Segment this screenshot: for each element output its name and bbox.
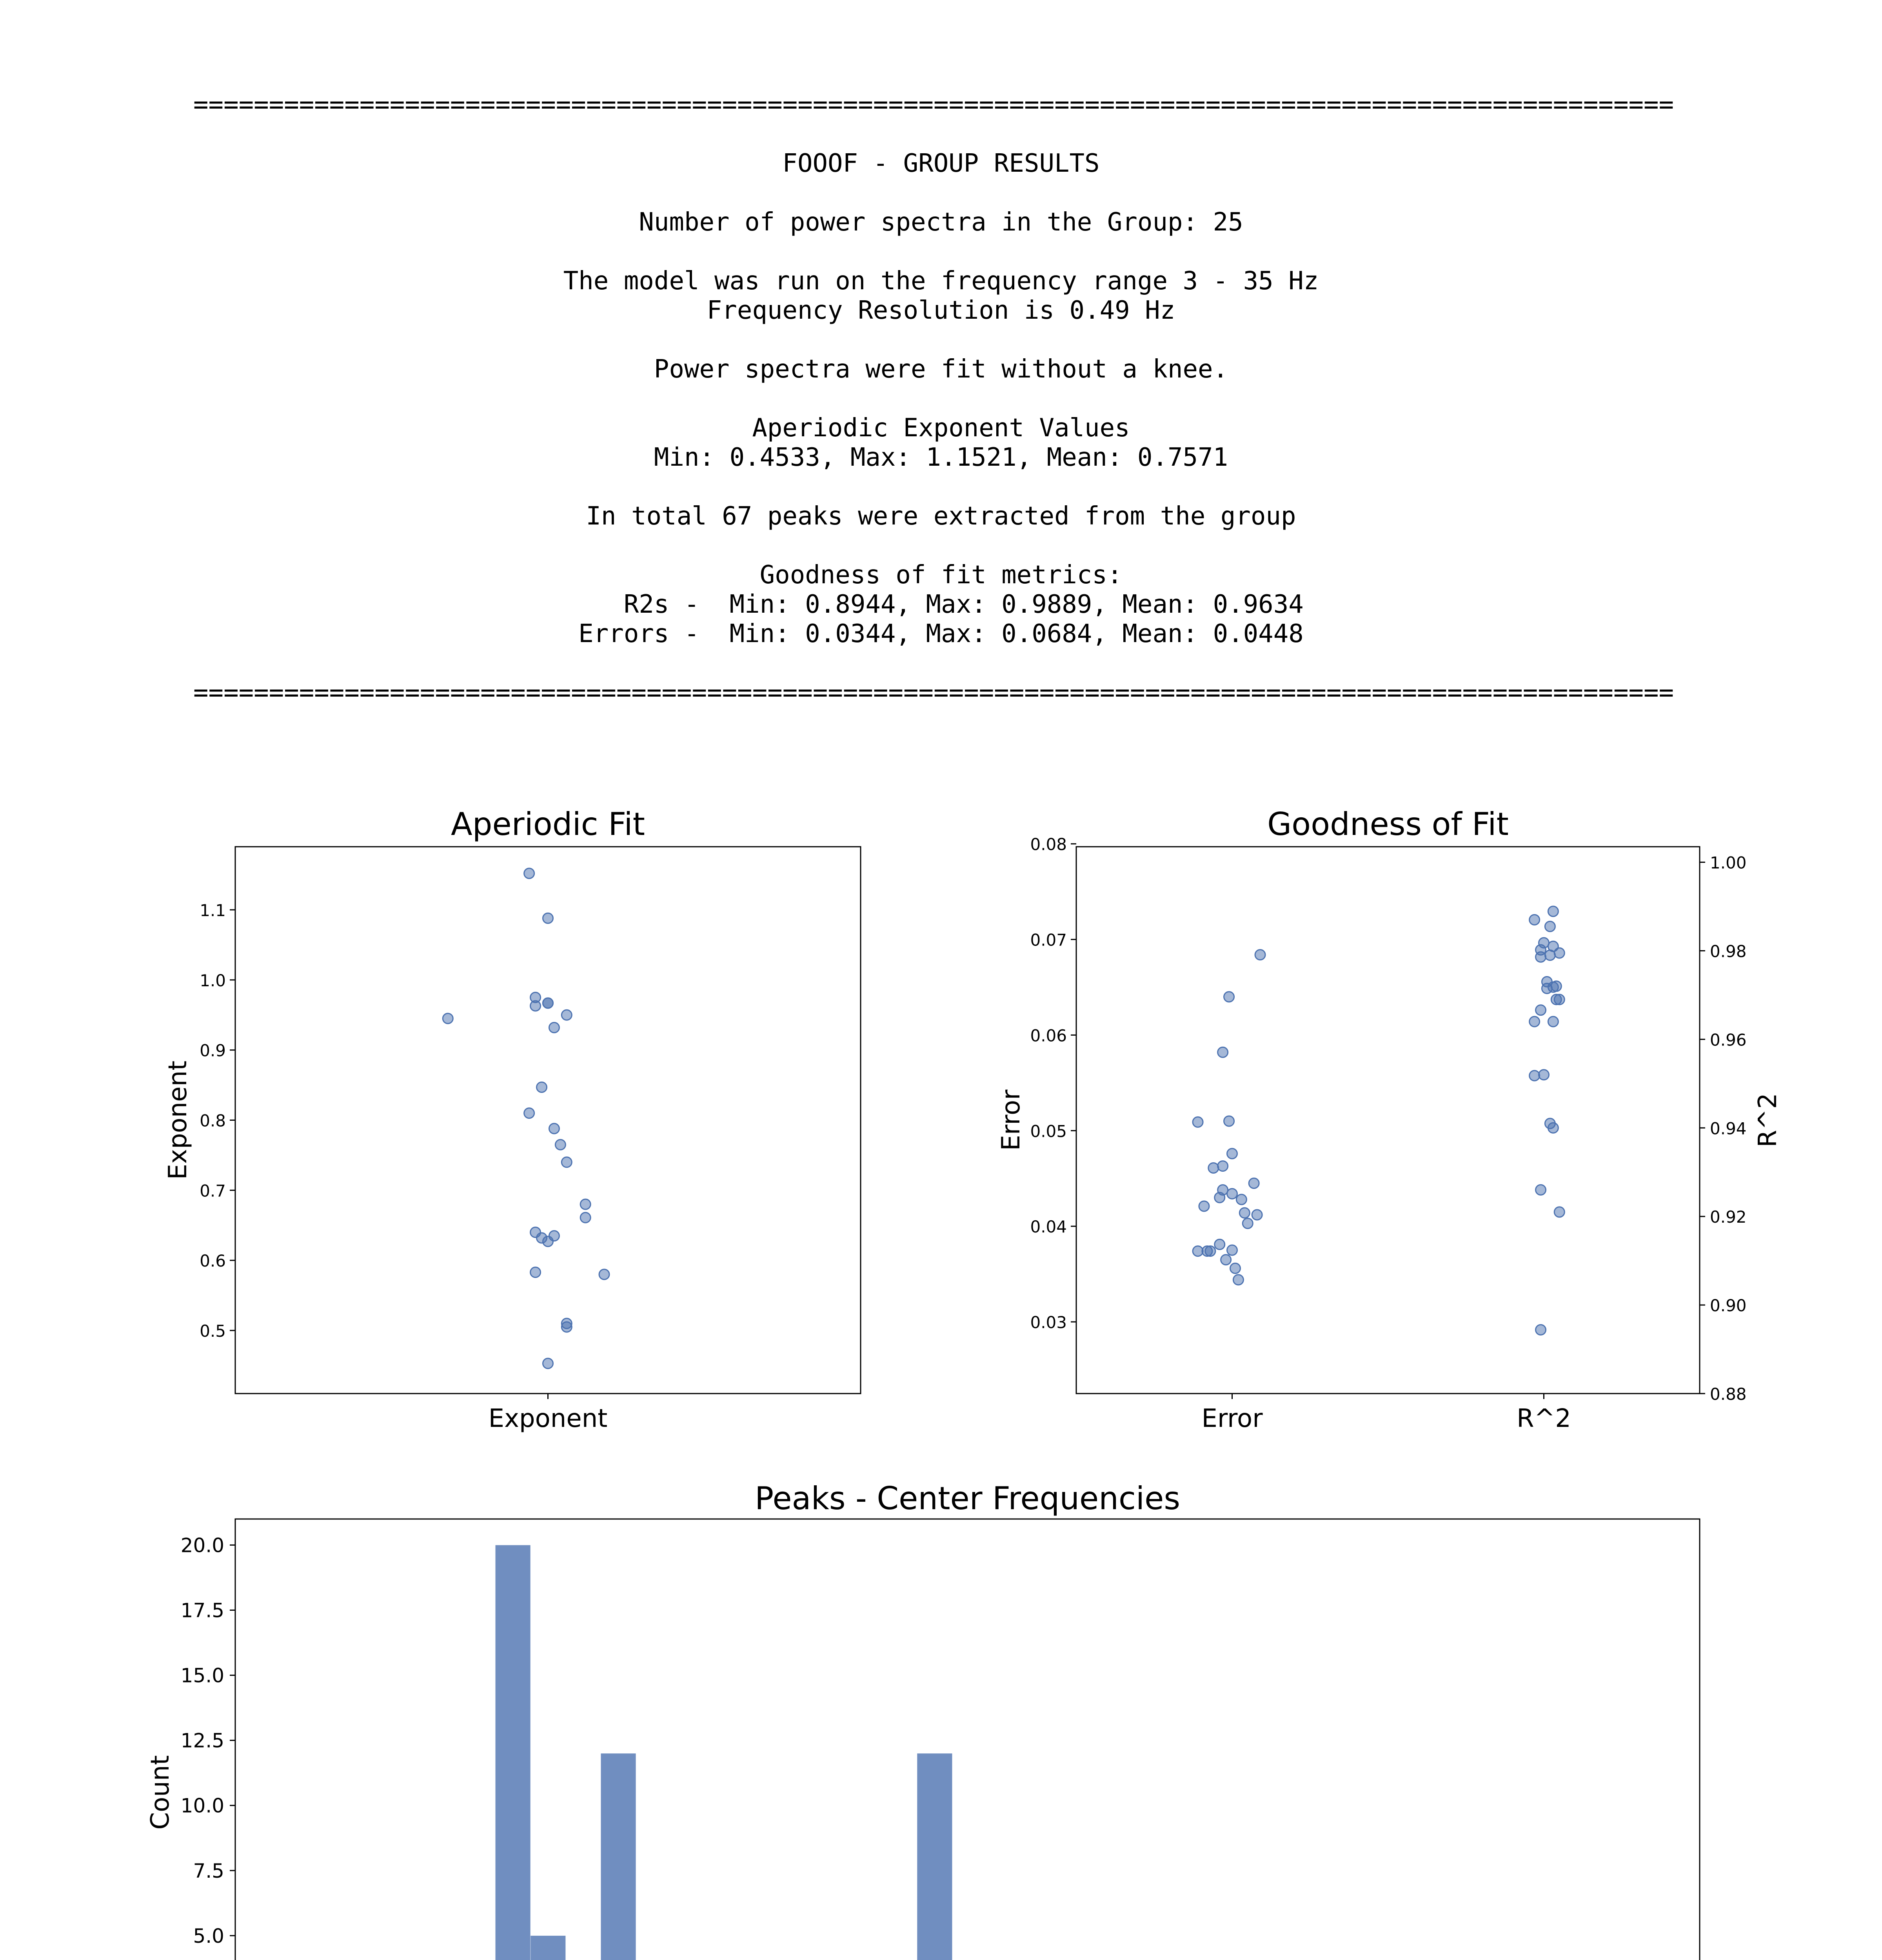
exponent-point (443, 1013, 453, 1024)
y-right-tick-label: 1.00 (1710, 853, 1747, 873)
y-tick-label: 1.0 (200, 971, 226, 990)
error-point (1205, 1246, 1215, 1256)
error-point (1193, 1246, 1203, 1256)
exponent-point (561, 1157, 572, 1167)
exponent-point (561, 1010, 572, 1020)
y-right-tick-label: 0.90 (1710, 1296, 1747, 1316)
exponent-point (524, 868, 534, 878)
r2-point (1554, 948, 1564, 958)
exponent-point (549, 1231, 559, 1241)
x-tick-label: Exponent (488, 1404, 608, 1433)
error-point (1224, 992, 1234, 1002)
report-line: Frequency Resolution is 0.49 Hz (707, 296, 1175, 325)
y-tick-label: 0.05 (1030, 1122, 1067, 1141)
r2-point (1536, 952, 1546, 962)
histogram-bar (495, 1545, 530, 1960)
exponent-point (599, 1269, 609, 1279)
y-axis-label: Count (146, 1755, 175, 1830)
exponent-point (530, 1227, 541, 1238)
aperiodic-fit-title: Aperiodic Fit (451, 806, 645, 842)
error-point (1227, 1189, 1237, 1199)
x-tick-label: Error (1201, 1404, 1263, 1433)
y-tick-label: 10.0 (180, 1794, 224, 1817)
y-tick-label: 12.5 (180, 1729, 224, 1752)
goodness-of-fit-title: Goodness of Fit (1267, 806, 1509, 842)
histogram-bar (530, 1936, 566, 1960)
r2-point (1536, 1325, 1546, 1335)
y-tick-label: 15.0 (180, 1664, 224, 1687)
exponent-point (530, 1267, 541, 1278)
goodness-plot-frame (1076, 847, 1700, 1394)
report-line: Number of power spectra in the Group: 25 (639, 208, 1243, 237)
r2-point (1545, 1118, 1555, 1129)
exponent-point (543, 1358, 553, 1368)
r2-point (1545, 921, 1555, 931)
exponent-point (549, 1123, 559, 1134)
report-line: Aperiodic Exponent Values (752, 414, 1130, 443)
error-point (1215, 1192, 1225, 1203)
error-point (1224, 1116, 1234, 1126)
y-tick-label: 0.6 (200, 1251, 226, 1271)
y-tick-label: 5.0 (193, 1924, 224, 1947)
y-right-tick-label: 0.96 (1710, 1030, 1747, 1050)
exponent-point (530, 1001, 541, 1011)
y-tick-label: 0.8 (200, 1111, 226, 1131)
error-point (1193, 1117, 1203, 1127)
y-right-axis-label: R^2 (1753, 1093, 1782, 1147)
error-point (1239, 1208, 1250, 1218)
y-right-tick-label: 0.88 (1710, 1385, 1747, 1404)
error-point (1249, 1178, 1259, 1188)
error-point (1236, 1194, 1246, 1205)
r2-point (1530, 1071, 1540, 1081)
y-tick-label: 1.1 (200, 900, 226, 920)
exponent-point (524, 1108, 534, 1118)
histogram-bar (917, 1753, 952, 1960)
report-line: Errors - Min: 0.0344, Max: 0.0684, Mean: 0.0448 (578, 619, 1304, 648)
r2-point (1548, 1016, 1558, 1027)
report-line: Min: 0.4533, Max: 1.1521, Mean: 0.7571 (654, 443, 1228, 472)
exponent-point (543, 998, 553, 1008)
exponent-point (543, 913, 553, 923)
r2-point (1536, 1185, 1546, 1195)
y-tick-label: 0.9 (200, 1041, 226, 1060)
y-tick-label: 0.08 (1030, 835, 1067, 854)
r2-point (1554, 995, 1564, 1005)
error-point (1218, 1161, 1228, 1171)
r2-point (1536, 1005, 1546, 1015)
r2-point (1539, 1070, 1549, 1080)
exponent-point (549, 1022, 559, 1033)
y-tick-label: 20.0 (180, 1534, 224, 1557)
y-axis-label: Error (997, 1089, 1026, 1151)
separator-line: ================================================================================================== (193, 678, 1674, 707)
error-point (1208, 1163, 1219, 1173)
error-point (1233, 1275, 1243, 1285)
exponent-point (580, 1212, 590, 1223)
error-point (1221, 1255, 1231, 1265)
separator-line: ================================================================================================== (193, 90, 1674, 119)
r2-point (1545, 950, 1555, 960)
y-tick-label: 0.5 (200, 1321, 226, 1341)
r2-point (1554, 1207, 1564, 1217)
y-tick-label: 7.5 (193, 1859, 224, 1882)
r2-point (1542, 977, 1552, 987)
r2-point (1530, 915, 1540, 925)
error-point (1215, 1240, 1225, 1250)
y-tick-label: 0.06 (1030, 1026, 1067, 1045)
error-point (1243, 1218, 1253, 1229)
aperiodic-plot-frame (235, 847, 861, 1394)
y-tick-label: 0.7 (200, 1181, 226, 1201)
y-right-tick-label: 0.92 (1710, 1207, 1747, 1227)
r2-point (1530, 1016, 1540, 1027)
error-point (1227, 1245, 1237, 1255)
y-tick-label: 17.5 (180, 1599, 224, 1622)
report-line: In total 67 peaks were extracted from the group (586, 502, 1296, 531)
exponent-point (561, 1322, 572, 1332)
y-tick-label: 0.03 (1030, 1313, 1067, 1332)
y-right-tick-label: 0.98 (1710, 942, 1747, 961)
error-point (1199, 1201, 1209, 1211)
report-line: Goodness of fit metrics: (759, 561, 1123, 590)
x-tick-label: R^2 (1517, 1404, 1571, 1433)
report-line: FOOOF - GROUP RESULTS (782, 149, 1100, 178)
histogram-bar (601, 1753, 636, 1960)
r2-point (1548, 906, 1558, 916)
peaks-plot-frame (235, 1519, 1700, 1960)
exponent-point (580, 1199, 590, 1209)
error-point (1255, 950, 1265, 960)
error-point (1227, 1149, 1237, 1159)
report-line: The model was run on the frequency range 3 - 35 Hz (563, 267, 1319, 296)
error-point (1218, 1047, 1228, 1057)
report-line: R2s - Min: 0.8944, Max: 0.9889, Mean: 0.9634 (578, 590, 1304, 619)
exponent-point (537, 1082, 547, 1092)
y-tick-label: 0.04 (1030, 1217, 1067, 1237)
peaks-title: Peaks - Center Frequencies (754, 1480, 1181, 1517)
report-line: Power spectra were fit without a knee. (654, 355, 1228, 384)
y-right-tick-label: 0.94 (1710, 1119, 1747, 1138)
y-axis-label: Exponent (163, 1060, 193, 1180)
exponent-point (555, 1140, 565, 1150)
y-tick-label: 0.07 (1030, 930, 1067, 950)
error-point (1230, 1263, 1240, 1274)
error-point (1252, 1210, 1262, 1220)
